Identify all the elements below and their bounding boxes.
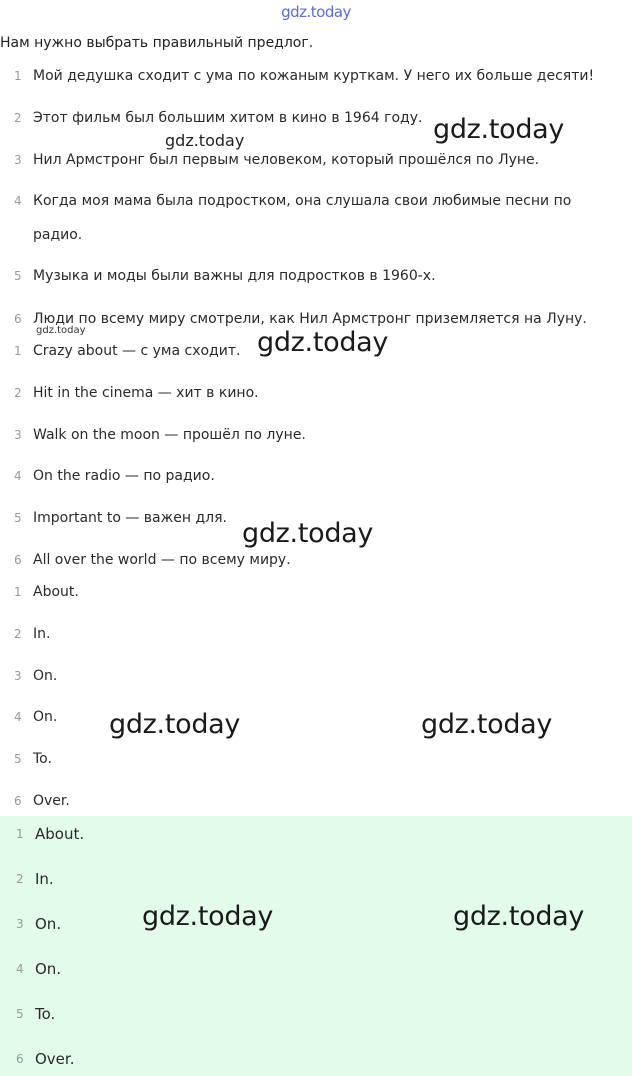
item-number: 3 <box>16 917 24 931</box>
item-number: 3 <box>14 669 22 683</box>
item-text: On. <box>35 915 62 933</box>
item-number: 2 <box>16 872 24 886</box>
item-text: Over. <box>33 793 70 809</box>
item-text: All over the world — по всему миру. <box>33 552 291 568</box>
item-text: On the radio — по радио. <box>33 468 215 484</box>
item-text: Over. <box>35 1050 75 1068</box>
item-text: To. <box>35 1005 56 1023</box>
item-text: Мой дедушка сходит с ума по кожаным курткам. У него их больше десяти! <box>33 68 595 84</box>
item-text: About. <box>35 825 85 843</box>
item-text: To. <box>33 751 52 767</box>
watermark: gdz.today <box>421 709 553 740</box>
item-text: Hit in the cinema — хит в кино. <box>33 385 259 401</box>
item-text: Этот фильм был большим хитом в кино в 1964 году. <box>33 110 423 126</box>
item-text: Когда моя мама была подростком, она слушала свои любимые песни по радио. <box>33 193 572 243</box>
item-number: 1 <box>16 827 24 841</box>
item-number: 1 <box>14 69 22 83</box>
final-answer-box <box>0 816 632 1076</box>
item-number: 4 <box>14 194 22 208</box>
watermark: gdz.today <box>142 901 274 932</box>
item-text: Crazy about — с ума сходит. <box>33 343 241 359</box>
item-number: 2 <box>14 386 22 400</box>
item-number: 4 <box>14 710 22 724</box>
item-number: 6 <box>14 553 22 567</box>
watermark: gdz.today <box>109 709 241 740</box>
item-text: In. <box>33 626 51 642</box>
item-number: 6 <box>14 312 22 326</box>
item-number: 6 <box>14 794 22 808</box>
item-text: On. <box>33 709 58 725</box>
item-text: On. <box>33 668 58 684</box>
item-number: 5 <box>14 752 22 766</box>
item-number: 2 <box>14 627 22 641</box>
item-text: Люди по всему миру смотрели, как Нил Армстронг приземляется на Луну. <box>33 311 587 327</box>
watermark: gdz.today <box>433 114 565 145</box>
item-text: About. <box>33 584 79 600</box>
item-number: 3 <box>14 428 22 442</box>
item-text: Музыка и моды были важны для подростков в 1960-х. <box>33 268 436 284</box>
item-number: 4 <box>16 962 24 976</box>
item-text: On. <box>35 960 62 978</box>
item-number: 1 <box>14 585 22 599</box>
task-intro: Нам нужно выбрать правильный предлог. <box>0 35 314 51</box>
watermark: gdz.today <box>165 131 245 150</box>
watermark: gdz.today <box>36 325 86 336</box>
item-number: 3 <box>14 153 22 167</box>
item-text: Important to — важен для. <box>33 510 227 526</box>
item-number: 5 <box>16 1007 24 1021</box>
site-logo[interactable]: gdz.today <box>281 3 351 21</box>
item-number: 2 <box>14 111 22 125</box>
item-number: 5 <box>14 269 22 283</box>
item-number: 5 <box>14 511 22 525</box>
item-number: 1 <box>14 344 22 358</box>
watermark: gdz.today <box>242 518 374 549</box>
item-number: 6 <box>16 1052 24 1066</box>
item-text: Нил Армстронг был первым человеком, который прошёлся по Луне. <box>33 152 540 168</box>
watermark: gdz.today <box>453 901 585 932</box>
item-text: In. <box>35 870 54 888</box>
item-text: Walk on the moon — прошёл по луне. <box>33 427 306 443</box>
item-number: 4 <box>14 469 22 483</box>
watermark: gdz.today <box>257 327 389 358</box>
